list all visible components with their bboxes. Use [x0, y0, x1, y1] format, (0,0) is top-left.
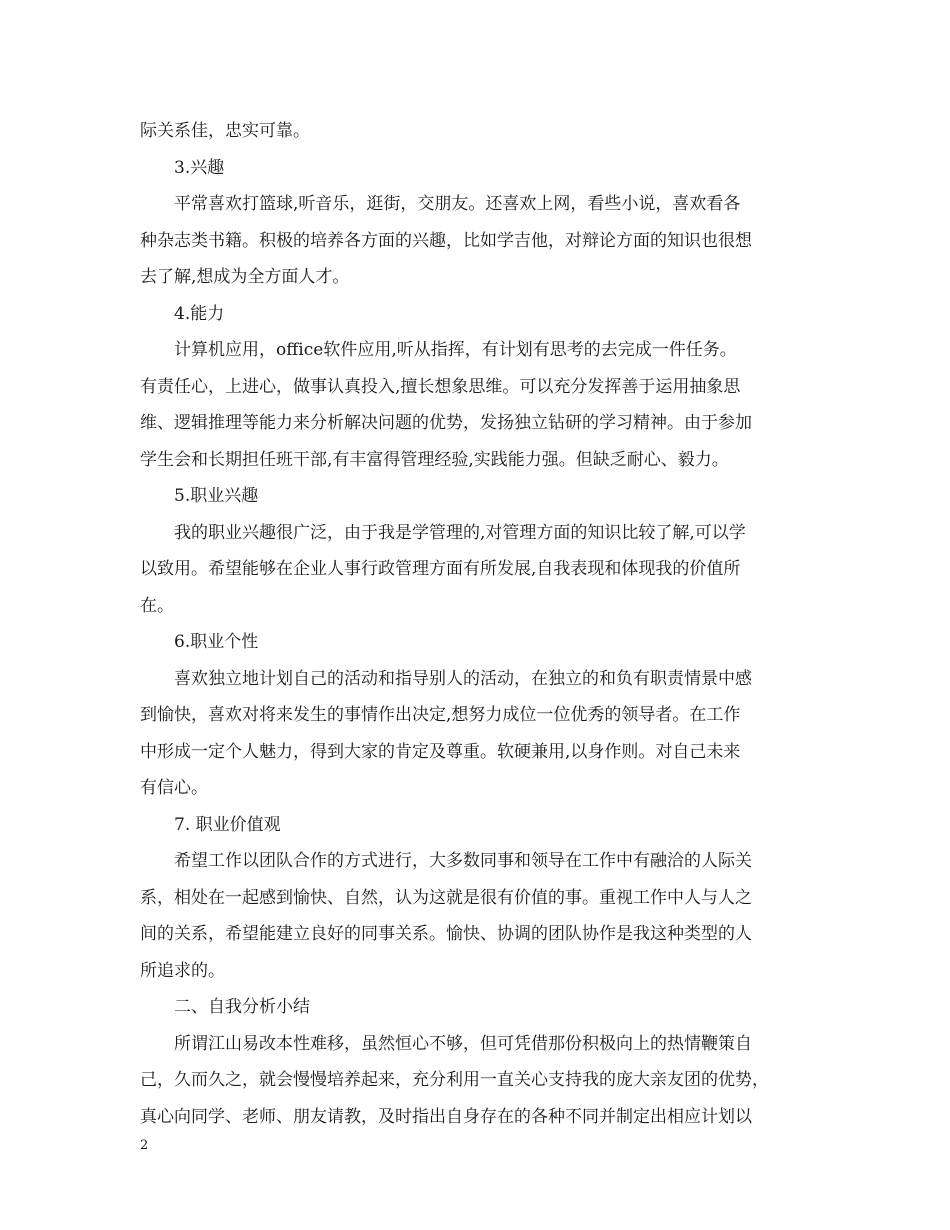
body-text-line: 际关系佳，忠实可靠。 — [140, 121, 310, 141]
section-heading-interests: 3.兴趣 — [174, 157, 225, 178]
body-text-line: 计算机应用，office软件应用,听从指挥，有计划有思考的去完成一件任务。 — [174, 340, 737, 360]
body-text-line: 有责任心，上进心，做事认真投入,擅长想象思维。可以充分发挥善于运用抽象思 — [140, 376, 741, 397]
section-heading-career-personality: 6.职业个性 — [174, 632, 259, 652]
section-heading-career-interests: 5.职业兴趣 — [174, 486, 259, 506]
body-text-line: 间的关系，希望能建立良好的同事关系。愉快、协调的团队协作是我这种类型的人 — [140, 924, 752, 944]
body-text-line: 希望工作以团队合作的方式进行，大多数同事和领导在工作中有融洽的人际关 — [174, 851, 752, 871]
body-text-line: 中形成一定个人魅力，得到大家的肯定及尊重。软硬兼用,以身作则。对自己未来 — [140, 741, 741, 762]
body-text-line: 己，久而久之，就会慢慢培养起来，充分利用一直关心支持我的庞大亲友团的优势， — [140, 1070, 769, 1090]
section-heading-self-analysis-summary: 二、自我分析小结 — [174, 997, 310, 1017]
body-text-line: 到愉快，喜欢对将来发生的事情作出决定,想努力成位一位优秀的领导者。在工作 — [140, 705, 741, 725]
document-body — [140, 113, 812, 1135]
body-text-line: 所谓江山易改本性难移，虽然恒心不够，但可凭借那份积极向上的热情鞭策自 — [174, 1033, 752, 1054]
body-text-line: 维、逻辑推理等能力来分析解决问题的优势，发扬独立钻研的学习精神。由于参加 — [140, 413, 752, 433]
body-text-line: 平常喜欢打篮球,听音乐，逛街，交朋友。还喜欢上网，看些小说，喜欢看各 — [174, 194, 741, 214]
body-text-line: 在。 — [140, 595, 174, 616]
section-heading-career-values: 7. 职业价值观 — [174, 814, 281, 835]
page-number: 2 — [140, 1138, 149, 1153]
body-text-line: 真心向同学、老师、朋友请教，及时指出自身存在的各种不同并制定出相应计划以 — [140, 1106, 752, 1127]
body-text-line: 去了解,想成为全方面人才。 — [140, 267, 350, 287]
body-text-line: 学生会和长期担任班干部,有丰富得管理经验,实践能力强。但缺乏耐心、毅力。 — [140, 449, 729, 470]
section-heading-abilities: 4.能力 — [174, 303, 225, 324]
body-text-line: 种杂志类书籍。积极的培养各方面的兴趣，比如学吉他，对辩论方面的知识也很想 — [140, 230, 752, 251]
body-text-line: 我的职业兴趣很广泛，由于我是学管理的,对管理方面的知识比较了解,可以学 — [174, 522, 746, 543]
body-text-line: 系，相处在一起感到愉快、自然，认为这就是很有价值的事。重视工作中人与人之 — [140, 887, 752, 908]
body-text-line: 喜欢独立地计划自己的活动和指导别人的活动，在独立的和负有职责情景中感 — [174, 668, 752, 689]
body-text-line: 所追求的。 — [140, 960, 225, 981]
body-text-line: 以致用。希望能够在企业人事行政管理方面有所发展,自我表现和体现我的价值所 — [140, 559, 741, 579]
body-text-line: 有信心。 — [140, 778, 208, 798]
